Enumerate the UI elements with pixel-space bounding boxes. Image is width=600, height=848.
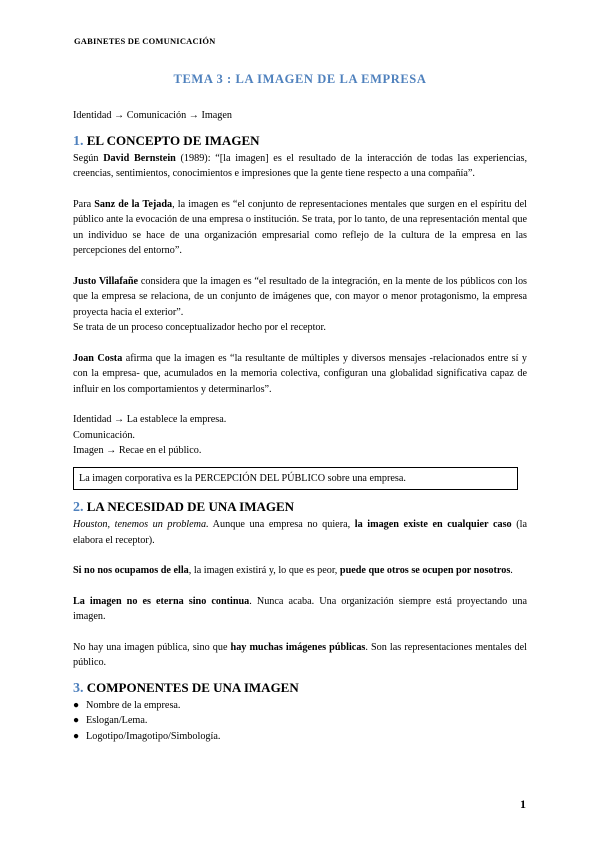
section-1-paragraph-2: Para Sanz de la Tejada, la imagen es “el conjunto de representaciones mentales que surgen en el espíritu del público ante la evocación de una empresa o institución. Se trata, por lo tanto, de una representación mental que un individuo se hace de una organización empresarial como reflejo de la cultura de la empresa en las percepciones del entorno”. [73,198,527,256]
section-2-paragraph-3: La imagen no es eterna sino continua. Nunca acaba. Una organización siempre está proyectando una imagen. [73,595,527,622]
highlight-box: La imagen corporativa es la PERCEPCIÓN DEL PÚBLICO sobre una empresa. [73,467,518,491]
page-header: GABINETES DE COMUNICACIÓN [74,36,216,46]
page-title: TEMA 3 : LA IMAGEN DE LA EMPRESA [173,72,427,86]
section-1-paragraph-1: Según David Bernstein (1989): “[la imagen] es el resultado de la interacción de todas las experiencias, creencias, sentimientos, conocimientos e impresiones que la gente tiene respecto a una compañía”. [73,152,528,179]
page-number: 1 [520,797,526,811]
image-line: Imagen → Recae en el público. [73,445,202,456]
section-1-paragraph-4: Joan Costa afirma que la imagen es “la resultante de múltiples y diversos mensajes -relacionados entre sí y con la empresa- que, acumulados en la memoria colectiva, configuran una globalidad significativa capaz de influir en los comportamientos y determinarlos”. [73,352,527,395]
bullet-icon: ● [73,699,80,711]
section-1-paragraph-3b: Se trata de un proceso conceptualizador hecho por el receptor. [73,322,326,333]
document-body [73,108,527,744]
section-3-heading: 3. COMPONENTES DE UNA IMAGEN [73,679,299,696]
components-list [73,698,527,745]
list-item: ● Eslogan/Lema. [73,713,527,729]
communication-line: Comunicación. [73,429,135,441]
list-item: ● Logotipo/Imagotipo/Simbología. [73,729,527,745]
section-2-paragraph-4: No hay una imagen pública, sino que hay muchas imágenes públicas. Son las representaciones mentales del público. [73,641,527,668]
bullet-icon: ● [73,730,80,742]
section-1-heading: 1. EL CONCEPTO DE IMAGEN [73,132,260,149]
section-1-paragraph-3: Justo Villafañe considera que la imagen es “el resultado de la integración, en la mente de los públicos con los que la empresa se relaciona, de un conjunto de imágenes que, con mayor o menor protagonismo, la empresa proyecta hacia el exterior”. [73,275,527,318]
identity-line: Identidad → La establece la empresa. [73,414,227,425]
list-item: ● Nombre de la empresa. [73,698,527,714]
bullet-icon: ● [73,715,80,726]
section-2-paragraph-2: Si no nos ocupamos de ella, la imagen existirá y, lo que es peor, puede que otros se ocupen por nosotros. [73,565,513,576]
intro-line: Identidad → Comunicación → Imagen [73,110,233,121]
section-2-heading: 2. LA NECESIDAD DE UNA IMAGEN [73,499,295,515]
section-2-paragraph-1: Houston, tenemos un problema. Aunque una empresa no quiera, la imagen existe en cualquier caso (la elabora el receptor). [73,519,527,546]
